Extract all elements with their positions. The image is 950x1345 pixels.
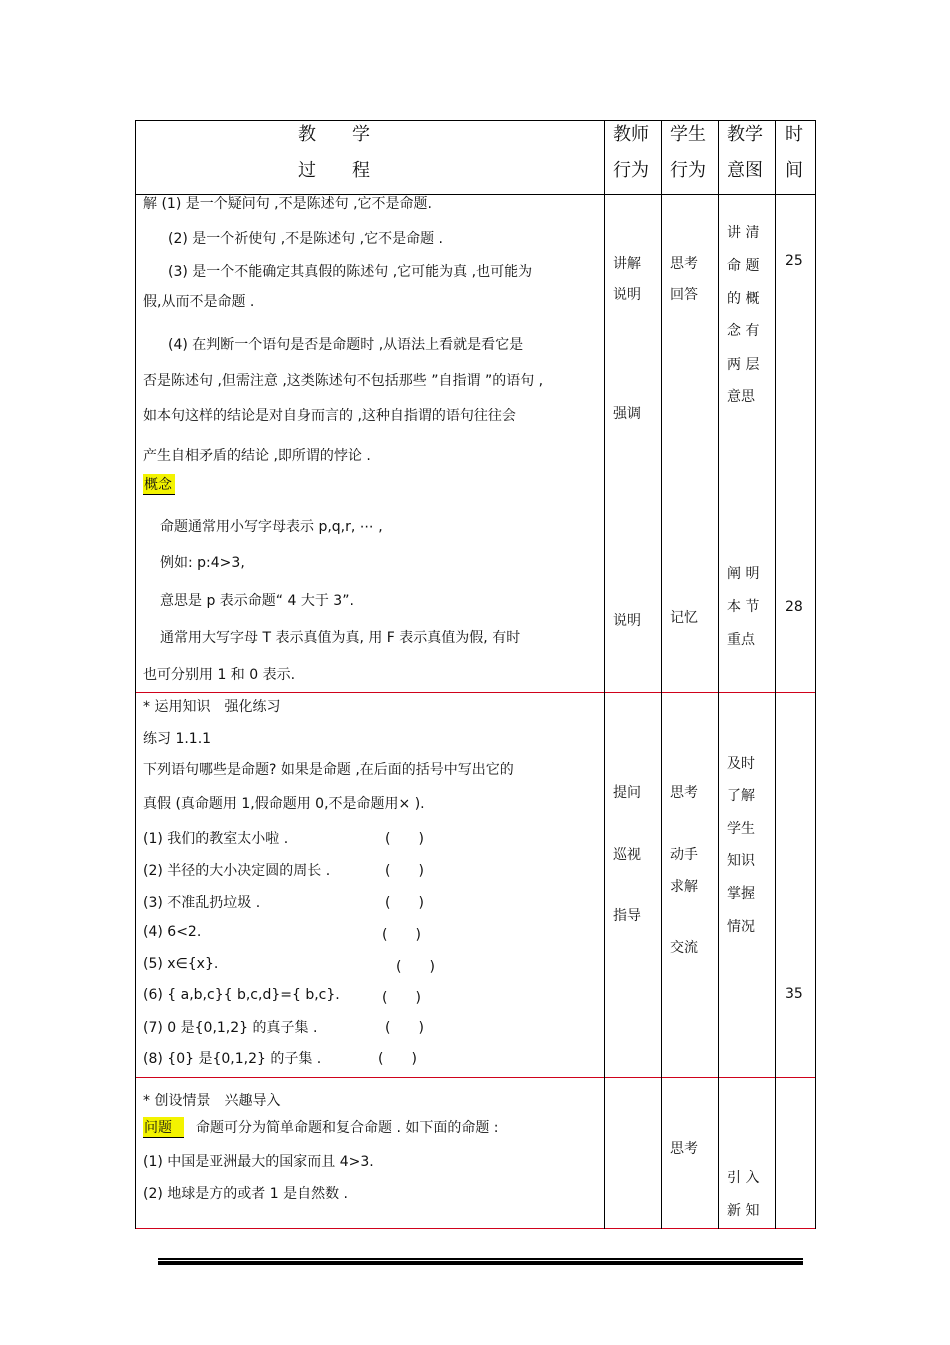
- header-teacher-2: 行为: [613, 160, 649, 181]
- header-student-1: 学生: [670, 124, 706, 145]
- table-top-border: [135, 120, 816, 121]
- answer-bracket: ( ): [378, 1051, 417, 1067]
- s1-line: 假,从而不是命题 .: [143, 294, 255, 310]
- s1-intent: 阐 明: [727, 566, 760, 582]
- s3-student: 思考: [670, 1141, 698, 1157]
- exercise-item: (3) 不准乱扔垃圾 .: [143, 895, 261, 911]
- s3-item: (1) 中国是亚洲最大的国家而且 4>3.: [143, 1154, 374, 1170]
- s3-item: (2) 地球是方的或者 1 是自然数 .: [143, 1186, 348, 1202]
- header-time-1: 时: [785, 124, 803, 145]
- answer-bracket: ( ): [385, 1020, 424, 1036]
- s1-intent: 讲 清: [727, 225, 760, 241]
- s2-teacher: 指导: [613, 908, 641, 924]
- exercise-item: (6) { a,b,c}{ b,c,d}={ b,c}.: [143, 987, 340, 1003]
- col-border-2: [661, 120, 662, 1229]
- s1-student: 思考: [670, 256, 698, 272]
- s3-heading: * 创设情景 兴趣导入: [143, 1093, 281, 1109]
- s1-student: 回答: [670, 287, 698, 303]
- exercise-item: (8) {0} 是{0,1,2} 的子集 .: [143, 1051, 322, 1067]
- s1-line: (2) 是一个祈使句 ,不是陈述句 ,它不是命题 .: [168, 231, 443, 247]
- s1-intent: 意思: [727, 389, 755, 405]
- s2-student: 交流: [670, 940, 698, 956]
- row-divider-1: [135, 692, 816, 693]
- s2-intent: 掌握: [727, 886, 755, 902]
- exercise-item: (5) x∈{x}.: [143, 956, 219, 972]
- exercise-item: (1) 我们的教室太小啦 .: [143, 831, 289, 847]
- s1-line: 如本句这样的结论是对自身而言的 ,这种自指谓的语句往往会: [143, 408, 516, 424]
- concept-line: 也可分别用 1 和 0 表示.: [143, 667, 296, 683]
- s2-student: 思考: [670, 785, 698, 801]
- s2-intro: 真假 (真命题用 1,假命题用 0,不是命题用× ).: [143, 796, 425, 812]
- row-divider-2: [135, 1077, 816, 1078]
- answer-bracket: ( ): [382, 927, 421, 943]
- s2-intent: 知识: [727, 853, 755, 869]
- s2-intent: 情况: [727, 919, 755, 935]
- s1-line: (3) 是一个不能确定其真假的陈述句 ,它可能为真 ,也可能为: [168, 264, 533, 280]
- s1-intent: 命 题: [727, 258, 760, 274]
- answer-bracket: ( ): [382, 990, 421, 1006]
- s1-intent: 的 概: [727, 291, 760, 307]
- col-border-4: [775, 120, 776, 1229]
- s1-line: 解 (1) 是一个疑问句 ,不是陈述句 ,它不是命题.: [143, 196, 432, 212]
- s1-line: (4) 在判断一个语句是否是命题时 ,从语法上看就是看它是: [168, 337, 524, 353]
- s1-intent: 念 有: [727, 323, 760, 339]
- col-border-right: [815, 120, 816, 1229]
- s2-student: 求解: [670, 879, 698, 895]
- s2-intro: 下列语句哪些是命题? 如果是命题 ,在后面的括号中写出它的: [143, 762, 514, 778]
- table-bottom-border: [135, 1228, 816, 1229]
- exercise-item: (7) 0 是{0,1,2} 的真子集 .: [143, 1020, 318, 1036]
- concept-line: 意思是 p 表示命题“ 4 大于 3”.: [160, 593, 354, 609]
- header-intent-2: 意图: [727, 160, 763, 181]
- answer-bracket: ( ): [385, 895, 424, 911]
- s1-intent: 重点: [727, 632, 755, 648]
- concept-line: 例如: p:4>3,: [160, 555, 245, 571]
- s3-intent: 新 知: [727, 1203, 760, 1219]
- s2-exercise: 练习 1.1.1: [143, 731, 212, 747]
- question-text: 命题可分为简单命题和复合命题 . 如下面的命题 :: [196, 1120, 499, 1136]
- s2-intent: 学生: [727, 821, 755, 837]
- col-border-3: [718, 120, 719, 1229]
- s2-intent: 及时: [727, 756, 755, 772]
- s1-teacher: 强调: [613, 406, 641, 422]
- exercise-item: (2) 半径的大小决定圆的周长 .: [143, 863, 331, 879]
- s1-student: 记忆: [670, 610, 698, 626]
- concept-line: 命题通常用小写字母表示 p,q,r, ⋯ ,: [160, 519, 383, 535]
- header-intent-1: 教学: [727, 124, 763, 145]
- col-border-1: [604, 120, 605, 1229]
- answer-bracket: ( ): [385, 831, 424, 847]
- header-student-2: 行为: [670, 160, 706, 181]
- col-border-left: [135, 120, 136, 1229]
- s1-intent: 本 节: [727, 599, 760, 615]
- s1-line: 否是陈述句 ,但需注意 ,这类陈述句不包括那些 ”自指谓 ”的语句 ,: [143, 373, 544, 389]
- s1-time: 25: [785, 253, 803, 269]
- s3-intent: 引 入: [727, 1170, 760, 1186]
- header-process-line2: 过 程: [298, 160, 370, 181]
- footer-rule: [158, 1258, 803, 1266]
- header-time-2: 间: [785, 160, 803, 181]
- header-teacher-1: 教师: [613, 124, 649, 145]
- concept-label: 概念: [143, 474, 175, 495]
- s2-intent: 了解: [727, 788, 755, 804]
- s1-time: 28: [785, 599, 803, 615]
- exercise-item: (4) 6<2.: [143, 924, 202, 940]
- answer-bracket: ( ): [396, 959, 435, 975]
- header-process-line1: 教 学: [298, 124, 370, 145]
- s1-teacher: 说明: [613, 287, 641, 303]
- answer-bracket: ( ): [385, 863, 424, 879]
- s1-line: 产生自相矛盾的结论 ,即所谓的悖论 .: [143, 448, 371, 464]
- concept-line: 通常用大写字母 T 表示真值为真, 用 F 表示真值为假, 有时: [160, 630, 521, 646]
- s2-student: 动手: [670, 847, 698, 863]
- s1-teacher: 说明: [613, 613, 641, 629]
- s2-heading: * 运用知识 强化练习: [143, 699, 281, 715]
- s1-teacher: 讲解: [613, 256, 641, 272]
- question-label: 问题: [143, 1117, 184, 1138]
- s1-intent: 两 层: [727, 357, 760, 373]
- s2-teacher: 巡视: [613, 847, 641, 863]
- s2-time: 35: [785, 986, 803, 1002]
- s2-teacher: 提问: [613, 785, 641, 801]
